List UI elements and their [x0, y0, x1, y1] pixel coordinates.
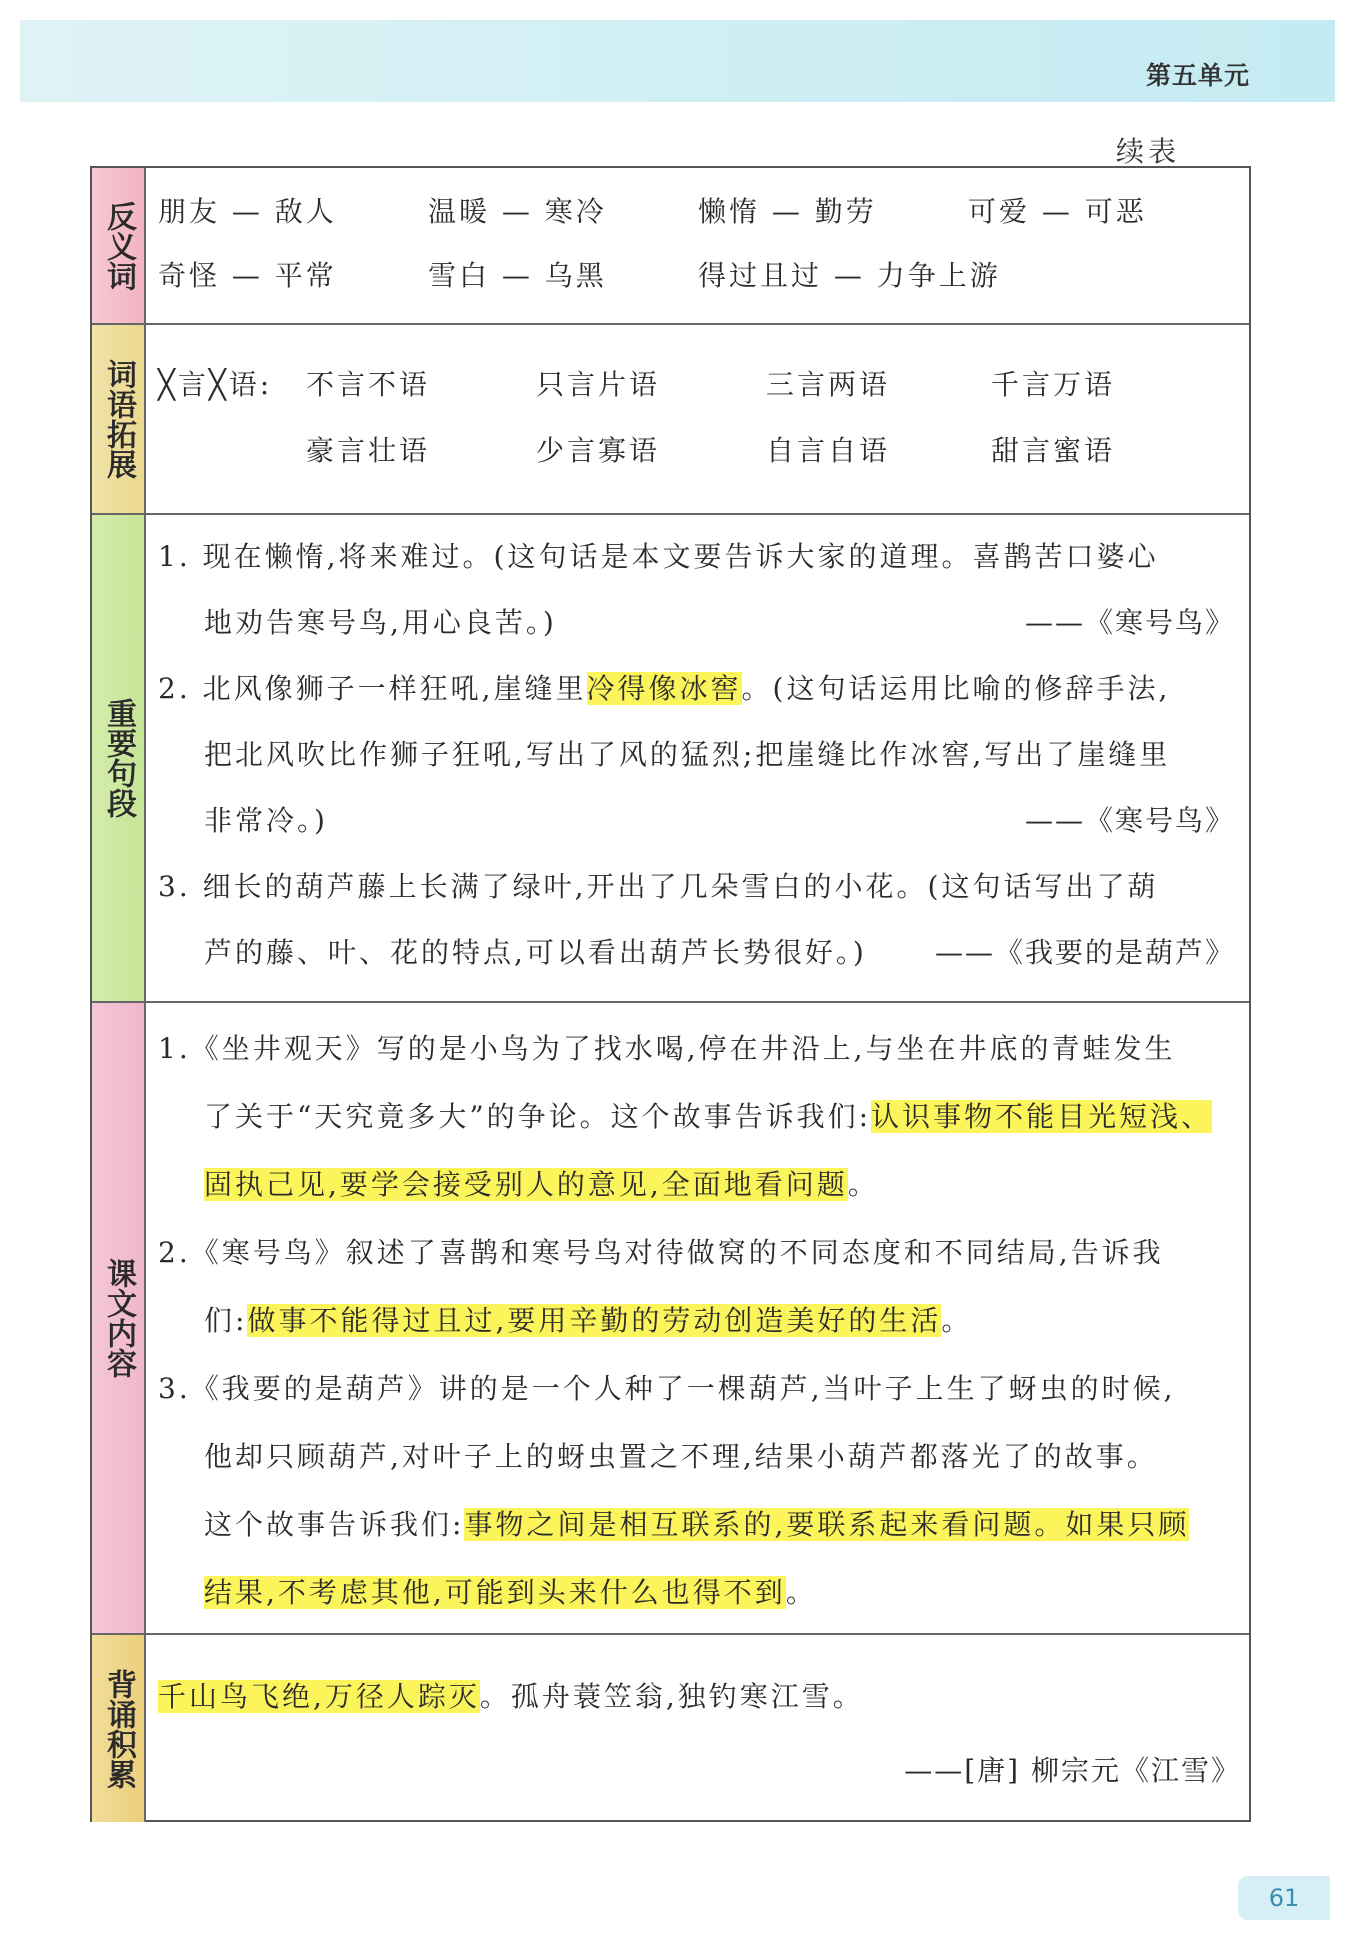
highlight: 固执己见,要学会接受别人的意见,全面地看问题 [204, 1168, 848, 1201]
label-recitation: 背诵积累 [92, 1635, 146, 1822]
content-line: 们:做事不能得过且过,要用辛勤的劳动创造美好的生活。 [204, 1304, 973, 1337]
content-line: 2.《寒号鸟》叙述了喜鹊和寒号鸟对待做窝的不同态度和不同结局,告诉我 [158, 1236, 1164, 1269]
label-key-sentences: 重要句段 [92, 515, 146, 1001]
highlight: 冷得像冰窖 [586, 672, 742, 705]
antonym-pair: 雪白 — 乌黑 [428, 259, 607, 292]
word-item: 千言万语 [991, 368, 1116, 401]
word-item: 自言自语 [766, 434, 891, 467]
content-line: 结果,不考虑其他,可能到头来什么也得不到。 [204, 1576, 817, 1609]
source-citation: ——《我要的是葫芦》 [934, 936, 1235, 969]
highlight: 做事不能得过且过,要用辛勤的劳动创造美好的生活 [247, 1304, 942, 1337]
sentence-line: 1. 现在懒惰,将来难过。(这句话是本文要告诉大家的道理。喜鹊苦口婆心 [158, 540, 1159, 573]
row-lesson-content [92, 1003, 1249, 1635]
antonym-pair: 懒惰 — 勤劳 [698, 195, 877, 228]
highlight: 结果,不考虑其他,可能到头来什么也得不到 [204, 1576, 786, 1609]
source-citation: ——《寒号鸟》 [1024, 606, 1235, 639]
antonym-pair: 可爱 — 可恶 [968, 195, 1147, 228]
poem-line: 千山鸟飞绝,万径人踪灭。孤舟蓑笠翁,独钓寒江雪。 [158, 1680, 864, 1713]
highlight: 事物之间是相互联系的,要联系起来看问题。如果只顾 [464, 1508, 1190, 1541]
sentence-line: 地劝告寒号鸟,用心良苦。) [204, 606, 557, 639]
unit-title: 第五单元 [1145, 61, 1250, 90]
summary-table [90, 166, 1251, 1822]
row-antonyms [92, 168, 1249, 325]
label-antonyms: 反义词 [92, 168, 146, 323]
row-key-sentences [92, 515, 1249, 1003]
sentence-line: 2. 北风像狮子一样狂吼,崖缝里冷得像冰窖。(这句话运用比喻的修辞手法, [158, 672, 1171, 705]
highlight: 认识事物不能目光短浅、 [871, 1100, 1213, 1133]
row-recitation [92, 1635, 1249, 1822]
word-item: 不言不语 [306, 368, 431, 401]
content-line: 1.《坐井观天》写的是小鸟为了找水喝,停在井沿上,与坐在井底的青蛙发生 [158, 1032, 1176, 1065]
word-item: 只言片语 [536, 368, 661, 401]
sentence-line: 芦的藤、叶、花的特点,可以看出葫芦长势很好。) [204, 936, 867, 969]
antonym-pair: 朋友 — 敌人 [158, 195, 337, 228]
label-word-expansion: 词语拓展 [92, 325, 146, 513]
content-line: 固执己见,要学会接受别人的意见,全面地看问题。 [204, 1168, 879, 1201]
word-pattern: ╳言╳语: [158, 368, 273, 401]
antonym-pair: 得过且过 — 力争上游 [698, 259, 1001, 292]
word-item: 少言寡语 [536, 434, 661, 467]
source-citation: ——[唐] 柳宗元《江雪》 [904, 1754, 1241, 1787]
continued-label: 续表 [1115, 135, 1180, 168]
content-line: 他却只顾葫芦,对叶子上的蚜虫置之不理,结果小葫芦都落光了的故事。 [204, 1440, 1158, 1473]
content-line: 了关于“天究竟多大”的争论。这个故事告诉我们:认识事物不能目光短浅、 [204, 1100, 1213, 1133]
sentence-line: 非常冷。) [204, 804, 328, 837]
word-item: 三言两语 [766, 368, 891, 401]
antonym-pair: 温暖 — 寒冷 [428, 195, 607, 228]
word-item: 甜言蜜语 [991, 434, 1116, 467]
antonym-pair: 奇怪 — 平常 [158, 259, 337, 292]
sentence-line: 3. 细长的葫芦藤上长满了绿叶,开出了几朵雪白的小花。(这句话写出了葫 [158, 870, 1159, 903]
content-line: 3.《我要的是葫芦》讲的是一个人种了一棵葫芦,当叶子上生了蚜虫的时候, [158, 1372, 1176, 1405]
sentence-line: 把北风吹比作狮子狂吼,写出了风的猛烈;把崖缝比作冰窖,写出了崖缝里 [204, 738, 1171, 771]
word-item: 豪言壮语 [306, 434, 431, 467]
header-banner [20, 20, 1335, 102]
row-word-expansion [92, 325, 1249, 515]
page-number: 61 [1238, 1876, 1330, 1920]
highlight: 千山鸟飞绝,万径人踪灭 [158, 1680, 480, 1713]
source-citation: ——《寒号鸟》 [1024, 804, 1235, 837]
label-lesson-content: 课文内容 [92, 1003, 146, 1633]
content-line: 这个故事告诉我们:事物之间是相互联系的,要联系起来看问题。如果只顾 [204, 1508, 1190, 1541]
